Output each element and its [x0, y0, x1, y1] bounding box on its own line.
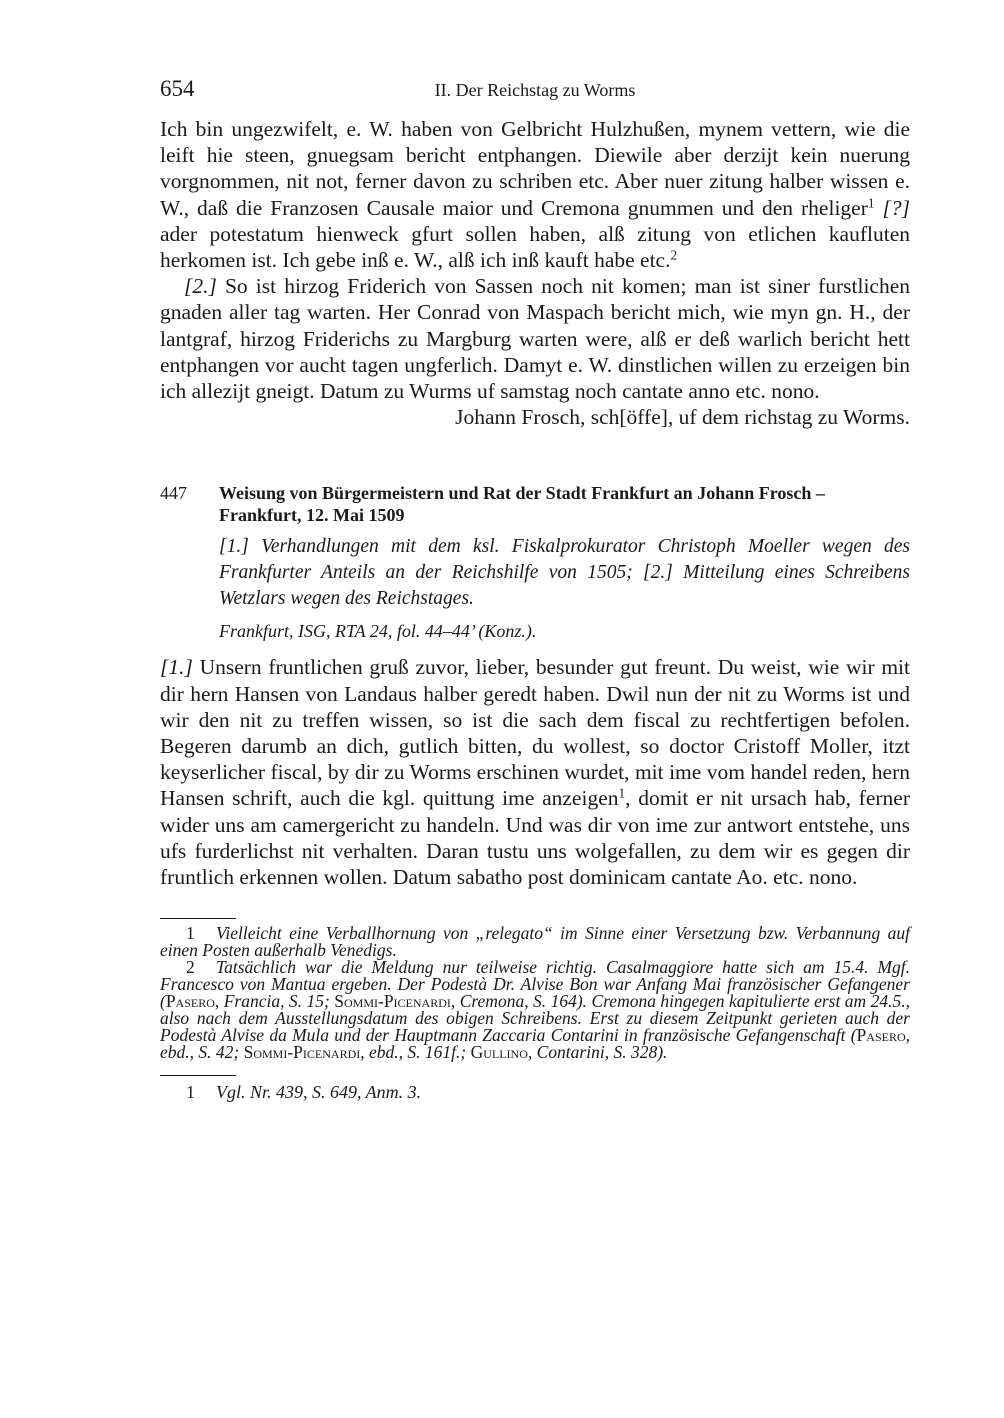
footnote-2-text-d: , ebd., S. 42;	[160, 1025, 910, 1063]
footnote-2-text-b: , Francia, S. 15;	[214, 991, 335, 1012]
footnote-2-number: 2	[186, 957, 195, 978]
footnote-2	[160, 959, 910, 1061]
author-pasero: Pasero	[165, 991, 215, 1012]
footnote-2-text-a: Tatsächlich war die Meldung nur teilweise richtig. Casalmaggiore hatte sich am 15.4. Mgf. Francesco von Mantua ergeben. Der Podestà Dr. Alvise Bon war Anfang Mai französischer Gefangener (	[160, 957, 910, 1012]
running-head: II. Der Reichstag zu Worms	[434, 80, 636, 100]
document-title: Weisung von Bürgermeistern und Rat der Stadt Frankfurt an Johann Frosch – Frankfurt, 12. Mai 1509	[219, 483, 825, 526]
footnote-ref-2: 2	[670, 247, 678, 263]
footnotes-446	[160, 925, 910, 1061]
footnote-ref-1: 1	[867, 195, 875, 211]
document-regest: [1.] Verhandlungen mit dem ksl. Fiskalprokurator Christoph Moeller wegen des Frankfurter Anteils an der Reichshilfe von 1505; [2.] Mitteilung eines Schreibens Wetzlars wegen des Reichstages.	[219, 536, 910, 610]
letter-446-text	[160, 116, 910, 430]
document-page	[160, 76, 910, 1103]
footnote-1	[160, 925, 910, 959]
document-447	[160, 482, 910, 890]
document-paragraph-1	[160, 654, 910, 890]
author-pasero-2: Pasero	[856, 1025, 906, 1046]
author-gullino: Gullino	[470, 1042, 528, 1063]
page-header	[160, 76, 910, 116]
letter-p2-text: So ist hirzog Friderich von Sassen noch nit komen; man ist siner furstlichen gnaden aller tag warten. Her Conrad von Maspach bericht mich, wie myn gn. H., der lantgraf, hirzog Friderichs zu Margburg warten were, alß er deß warlich bericht hett entphangen vor aucht tagen ungferlich. Damyt e. W. dinstlichen willen zu erzeigen bin ich allezijt gneigt. Datum zu Wurms uf samstag noch cantate anno etc. nono.	[160, 274, 910, 404]
document-body-text-b: , domit er nit ursach hab, ferner wider uns am camergericht zu handeln. Und was dir von ime zur antwort entstehe, uns ufs furderlichst nit verhalten. Daran tustu uns wolgefallen, zu dem wir es gegen dir fruntlich erkennen wollen. Datum sabatho post dominicam cantate Ao. etc. nono.	[160, 786, 910, 890]
document-number: 447	[160, 483, 187, 504]
editorial-note: [?]	[882, 195, 911, 220]
page-number: 654	[160, 76, 195, 101]
document-body-text-a: Unsern fruntlichen gruß zuvor, lieber, besunder gut freunt. Du weist, wie wir mit dir hern Hansen von Landaus halber geredt haben. Dwil nun der nit zu Worms ist und wir den nit zu treffen wissen, so ist die sach dem fiscal zu rechtfertigen befolen. Begeren darumb an dich, gutlich bitten, du wollest, so doctor Cristoff Moller, itzt keyserlicher fiscal, by dir zu Worms erschinen wurdet, mit ime vom handel reden, hern Hansen schrift, auch die kgl. quittung ime anzeigen	[160, 655, 910, 811]
document-source: Frankfurt, ISG, RTA 24, fol. 44–44’ (Konz.).	[219, 621, 537, 642]
footnote-447-1-text: Vgl. Nr. 439, S. 649, Anm. 3.	[216, 1082, 422, 1103]
letter-p1-text-a: Ich bin ungezwifelt, e. W. haben von Gelbricht Hulzhußen, mynem vettern, wie die leift hie steen, gnuegsam bericht entphangen. Diewile aber derzijt kein nuerung vorgnommen, nit not, ferner davon zu schriben etc. Aber nuer zitung halber wissen e. W., daß die Franzosen Causale maior und Cremona gnummen und den rheliger	[160, 117, 910, 220]
footnote-1-number: 1	[186, 923, 195, 944]
document-heading	[160, 482, 910, 526]
letter-paragraph-1	[160, 116, 910, 273]
footnote-1-text: Vielleicht eine Verballhornung von „relegato“ im Sinne einer Versetzung bzw. Verbannung auf einen Posten außerhalb Venedigs.	[160, 923, 910, 961]
footnote-447-1	[186, 1082, 910, 1103]
letter-paragraph-2	[160, 273, 910, 404]
section-marker-1: [1.]	[160, 655, 193, 680]
footnote-2-text-f: , Contarini, S. 328).	[527, 1042, 668, 1063]
footnote-2-text-e: , ebd., S. 161f.;	[360, 1042, 471, 1063]
footnote-447-1-number: 1	[186, 1082, 195, 1103]
author-sommi-picenardi: Sommi-Picenardi	[334, 991, 451, 1012]
author-sommi-picenardi-2: Sommi-Picenardi	[243, 1042, 361, 1063]
footnote-rule	[160, 918, 236, 919]
letter-signature: Johann Frosch, sch[öffe], uf dem richstag zu Worms.	[455, 405, 910, 430]
footnote-2-text-c: , Cremona, S. 164). Cremona hingegen kapitulierte erst am 24.5., also nach dem Ausstellungsdatum des obigen Schreibens. Erst zu diesem Zeitpunkt gerieten auch der Podestà Alvise da Mula und der Hauptmann Zaccaria Contarini in französische Gefangenschaft (	[160, 991, 910, 1046]
document-447-text	[160, 654, 910, 890]
footnote-ref-447-1: 1	[618, 786, 626, 802]
section-marker-2: [2.]	[184, 274, 217, 299]
letter-p1-text-b: ader potestatum hienweck gfurt sollen haben, alß zitung von etlichen kaufluten herkomen ist. Ich gebe inß e. W., alß ich inß kauft habe etc.	[160, 221, 910, 273]
footnote-rule-2	[160, 1075, 236, 1076]
